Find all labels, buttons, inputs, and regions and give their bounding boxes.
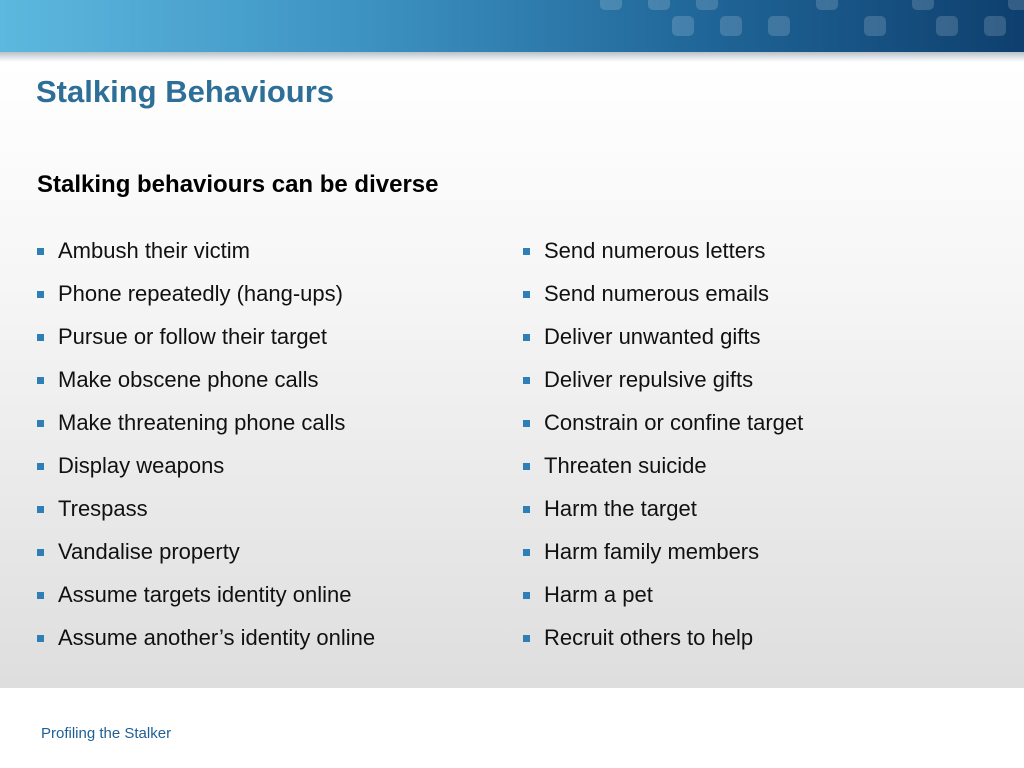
list-item-text: Send numerous letters — [544, 238, 766, 263]
square-bullet-icon — [37, 635, 44, 642]
square-bullet-icon — [523, 334, 530, 341]
list-item-text: Vandalise property — [58, 539, 240, 564]
list-item — [37, 408, 375, 451]
decorative-tile — [912, 0, 934, 10]
list-item — [523, 623, 803, 666]
list-item-text: Send numerous emails — [544, 281, 770, 306]
decorative-tile — [720, 16, 742, 36]
list-item-text: Harm a pet — [544, 582, 653, 607]
list-item-text: Pursue or follow their target — [58, 324, 328, 349]
square-bullet-icon — [523, 506, 530, 513]
square-bullet-icon — [37, 248, 44, 255]
list-item — [37, 365, 375, 408]
decorative-tile — [672, 16, 694, 36]
list-item-text: Harm the target — [544, 496, 697, 521]
list-item-text: Recruit others to help — [544, 625, 754, 650]
square-bullet-icon — [523, 420, 530, 427]
list-item-text: Assume another’s identity online — [58, 625, 376, 650]
square-bullet-icon — [37, 420, 44, 427]
list-item — [37, 279, 375, 322]
list-item — [523, 537, 803, 580]
square-bullet-icon — [523, 291, 530, 298]
footer-text: Profiling the Stalker — [41, 725, 172, 742]
square-bullet-icon — [37, 549, 44, 556]
decorative-tile — [864, 16, 886, 36]
slide-subtitle: Stalking behaviours can be diverse — [37, 171, 439, 198]
list-item-text: Make threatening phone calls — [58, 410, 346, 435]
decorative-tile — [648, 0, 670, 10]
decorative-tile — [696, 0, 718, 10]
square-bullet-icon — [523, 463, 530, 470]
list-item-text: Constrain or confine target — [544, 410, 804, 435]
square-bullet-icon — [37, 592, 44, 599]
list-item — [37, 580, 375, 623]
square-bullet-icon — [37, 377, 44, 384]
list-item — [37, 623, 375, 666]
list-item-text: Phone repeatedly (hang-ups) — [58, 281, 343, 306]
header-banner — [0, 0, 1024, 52]
slide-title: Stalking Behaviours — [36, 74, 335, 109]
list-item-text: Threaten suicide — [544, 453, 707, 478]
list-item — [37, 322, 375, 365]
list-item — [37, 451, 375, 494]
list-item — [523, 408, 803, 451]
list-item — [523, 365, 803, 408]
decorative-tile — [816, 0, 838, 10]
square-bullet-icon — [37, 291, 44, 298]
decorative-tile — [936, 16, 958, 36]
left-bullet-list — [37, 236, 375, 666]
list-item — [523, 580, 803, 623]
square-bullet-icon — [523, 592, 530, 599]
list-item — [523, 279, 803, 322]
list-item — [523, 322, 803, 365]
list-item-text: Ambush their victim — [58, 238, 250, 263]
list-item — [523, 236, 803, 279]
square-bullet-icon — [523, 549, 530, 556]
list-item — [37, 494, 375, 537]
list-item — [523, 451, 803, 494]
list-item-text: Make obscene phone calls — [58, 367, 319, 392]
list-item-text: Deliver repulsive gifts — [544, 367, 754, 392]
square-bullet-icon — [37, 463, 44, 470]
right-bullet-list — [523, 236, 803, 666]
square-bullet-icon — [523, 635, 530, 642]
decorative-tile — [768, 16, 790, 36]
square-bullet-icon — [37, 334, 44, 341]
decorative-tile — [600, 0, 622, 10]
list-item — [37, 236, 375, 279]
list-item-text: Deliver unwanted gifts — [544, 324, 761, 349]
square-bullet-icon — [37, 506, 44, 513]
decorative-tile — [984, 16, 1006, 36]
decorative-tile — [1008, 0, 1024, 10]
header-shadow — [0, 52, 1024, 62]
list-item — [523, 494, 803, 537]
list-item-text: Trespass — [58, 496, 148, 521]
list-item-text: Harm family members — [544, 539, 760, 564]
list-item — [37, 537, 375, 580]
list-item-text: Display weapons — [58, 453, 225, 478]
square-bullet-icon — [523, 248, 530, 255]
list-item-text: Assume targets identity online — [58, 582, 352, 607]
square-bullet-icon — [523, 377, 530, 384]
